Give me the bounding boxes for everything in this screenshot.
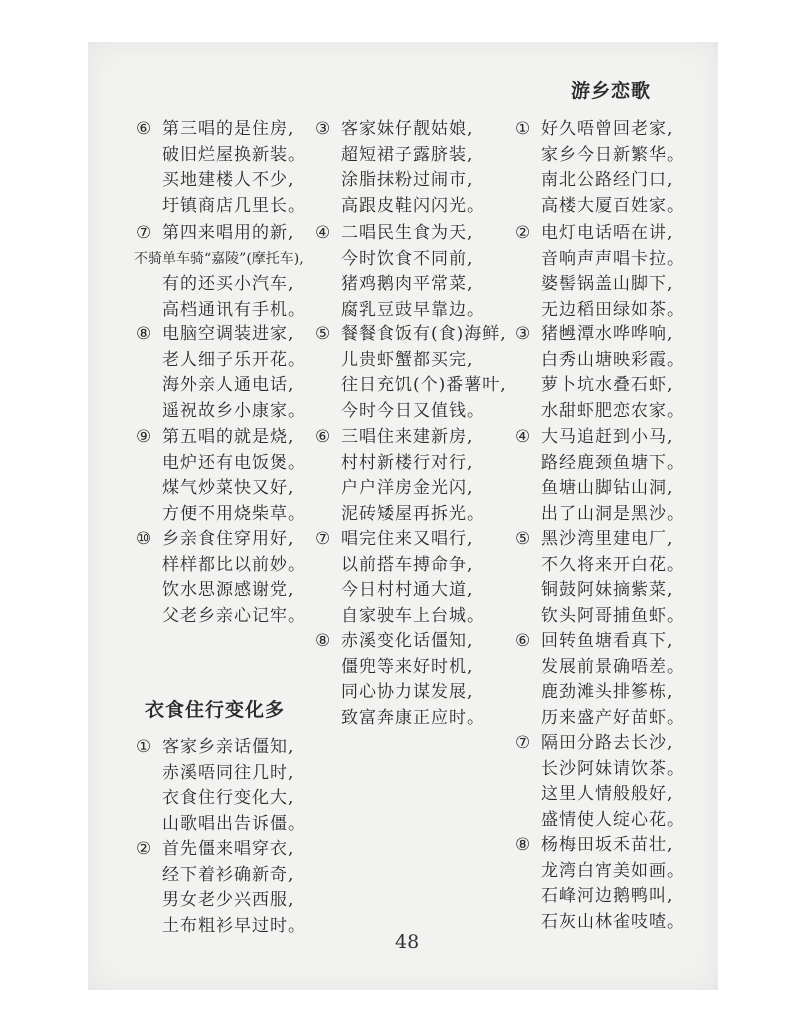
stanza <box>515 117 731 219</box>
stanza-number: ④ <box>315 223 332 243</box>
stanza-number: ⑥ <box>136 119 153 139</box>
verse-line <box>315 322 531 348</box>
verse-line: 今日村村通大道, <box>341 580 474 600</box>
verse-line: 往日充饥(个)番薯叶, <box>341 375 507 395</box>
verse-line: 婆髻锅盖山脚下, <box>541 274 674 294</box>
verse-line: 父老乡亲心记牢。 <box>162 605 306 626</box>
verse-text: 第五唱的就是烧, <box>162 427 295 447</box>
stanza-number: ⑤ <box>515 529 532 549</box>
stanza <box>515 833 731 935</box>
verse-line <box>136 837 352 863</box>
verse-text: 赤溪变化话僵知, <box>341 631 474 651</box>
verse-text: 首先僵来唱穿衣, <box>162 839 295 859</box>
verse-text: 餐餐食饭有(食)海鲜, <box>341 324 507 344</box>
verse-line: 今时饮食不同前, <box>341 248 474 269</box>
section-title-left: 衣食住行变化多 <box>145 699 286 721</box>
verse-line: 音响声声唱卡拉。 <box>541 248 685 269</box>
verse-line: 泥砖矮屋再拆光。 <box>341 503 485 524</box>
verse-line: 萝卜坑水叠石虾, <box>541 375 674 395</box>
stanza-number: ⑥ <box>515 631 532 651</box>
verse-text: 客家乡亲话僵知, <box>162 737 295 757</box>
verse-line: 铜鼓阿妹摘紫菜, <box>541 580 674 600</box>
verse-line: 遥祝故乡小康家。 <box>162 400 306 421</box>
stanza-number: ⑦ <box>136 223 153 243</box>
verse-line: 鱼塘山脚钻山洞, <box>541 478 674 498</box>
verse-line <box>515 731 731 757</box>
verse-text: 电灯电话唔在讲, <box>541 223 674 243</box>
verse-line: 经下着衫确新奇, <box>162 864 295 885</box>
stanza-number: ⑦ <box>515 733 532 753</box>
stanza <box>315 322 531 424</box>
stanza-number: ⑤ <box>315 324 332 344</box>
verse-line: 石峰河边鹅鸭叫, <box>541 886 674 906</box>
verse-line: 南北公路经门口, <box>541 170 674 190</box>
verse-line: 户户洋房金光闪, <box>341 478 474 498</box>
verse-line <box>515 833 731 859</box>
stanza-number: ② <box>136 839 153 859</box>
stanza-number: ⑧ <box>515 835 532 855</box>
verse-line: 自家驶车上台城。 <box>341 605 485 626</box>
verse-line: 盛情使人绽心花。 <box>541 809 685 830</box>
stanza <box>515 322 731 424</box>
verse-line: 白秀山塘映彩霞。 <box>541 349 685 370</box>
verse-line: 水甜虾肥恋农家。 <box>541 400 685 421</box>
stanza-number: ② <box>515 223 532 243</box>
verse-line: 电炉还有电饭煲。 <box>162 452 306 473</box>
verse-line <box>515 425 731 451</box>
verse-line: 腐乳豆豉早靠边。 <box>341 299 485 320</box>
verse-line: 儿贵虾蟹都买完, <box>341 349 474 370</box>
verse-line <box>515 117 731 143</box>
stanza-number: ③ <box>315 119 332 139</box>
verse-text: 三唱住来建新房, <box>341 427 474 447</box>
verse-line: 男女老少兴西服, <box>162 890 295 910</box>
verse-line: 涂脂抹粉过闹市, <box>341 170 474 190</box>
verse-text: 隔田分路去长沙, <box>541 733 674 753</box>
verse-line: 致富奔康正应时。 <box>341 707 485 728</box>
verse-line <box>315 221 531 247</box>
stanza-number: ⑧ <box>315 631 332 651</box>
verse-text: 二唱民生食为天, <box>341 223 474 243</box>
verse-line: 煤气炒菜快又好, <box>162 478 295 498</box>
verse-line <box>515 221 731 247</box>
verse-line: 钦头阿哥捕鱼虾。 <box>541 605 685 626</box>
verse-text: 猪乸潭水哗哗响, <box>541 324 674 344</box>
stanza <box>315 629 531 731</box>
verse-line: 以前搭车搏命争, <box>341 554 474 575</box>
verse-line: 样样都比以前妙。 <box>162 554 306 575</box>
stanza <box>515 731 731 833</box>
verse-line: 猪鸡鹅肉平常菜, <box>341 274 474 294</box>
verse-line <box>136 735 352 761</box>
verse-line: 无边稻田绿如茶。 <box>541 299 685 320</box>
verse-text: 第三唱的是住房, <box>162 119 295 139</box>
verse-line: 石灰山林雀吱喳。 <box>541 911 685 932</box>
verse-line: 老人细子乐开花。 <box>162 349 306 370</box>
verse-line: 发展前景确唔差。 <box>541 656 685 677</box>
stanza <box>515 527 731 629</box>
stanza-number: ⑦ <box>315 529 332 549</box>
verse-line: 有的还买小汽车, <box>162 274 295 294</box>
verse-line: 村村新楼行对行, <box>341 452 474 473</box>
verse-line: 僵兜等来好时机, <box>341 656 474 677</box>
verse-line: 高楼大厦百姓家。 <box>541 195 685 216</box>
stanza <box>515 425 731 527</box>
stanza-number: ① <box>136 737 153 757</box>
stanza <box>136 837 352 939</box>
verse-line: 买地建楼人不少, <box>162 170 295 190</box>
verse-line: 鹿劲滩头排篸栋, <box>541 682 674 702</box>
verse-line: 同心协力谋发展, <box>341 682 474 702</box>
verse-text: 客家妹仔靓姑娘, <box>341 119 474 139</box>
verse-text: 乡亲食住穿用好, <box>162 529 295 549</box>
stanza-number: ③ <box>515 324 532 344</box>
verse-text: 第四来唱用的新, <box>162 223 295 243</box>
verse-text: 黑沙湾里建电厂, <box>541 529 674 549</box>
verse-line <box>515 629 731 655</box>
verse-line: 长沙阿妹请饮茶。 <box>541 758 685 779</box>
verse-text: 唱完住来又唱行, <box>341 529 474 549</box>
verse-line: 衣食住行变化大, <box>162 788 295 808</box>
verse-text: 杨梅田坂禾苗壮, <box>541 835 674 855</box>
stanza <box>515 629 731 731</box>
verse-line: 海外亲人通电话, <box>162 375 295 395</box>
verse-line: 不骑单车骑“嘉陵”(摩托车), <box>134 250 304 267</box>
verse-line: 饮水思源感谢党, <box>162 580 295 600</box>
verse-text: 好久唔曾回老家, <box>541 119 674 139</box>
verse-line: 山歌唱出告诉僵。 <box>162 813 306 834</box>
verse-line: 路经鹿颈鱼塘下。 <box>541 452 685 473</box>
stanza-number: ⑥ <box>315 427 332 447</box>
verse-line: 土布粗衫早过时。 <box>162 915 306 936</box>
stanza-number: ⑩ <box>136 529 153 549</box>
section-title-right: 游乡恋歌 <box>571 80 652 102</box>
stanza <box>315 117 531 219</box>
stanza-number: ⑧ <box>136 324 153 344</box>
stanza <box>315 221 531 323</box>
verse-text: 回转鱼塘看真下, <box>541 631 674 651</box>
verse-line <box>515 527 731 553</box>
verse-line <box>315 527 531 553</box>
verse-line: 赤溪唔同往几时, <box>162 762 295 783</box>
verse-line: 出了山洞是黑沙。 <box>541 503 685 524</box>
verse-line: 历来盛产好苗虾。 <box>541 707 685 728</box>
verse-line: 龙湾白宵美如画。 <box>541 860 685 881</box>
verse-line: 今时今日又值钱。 <box>341 400 485 421</box>
stanza <box>315 425 531 527</box>
verse-line: 破旧烂屋换新装。 <box>162 144 306 165</box>
verse-line: 超短裙子露脐装, <box>341 144 474 165</box>
verse-line: 圩镇商店几里长。 <box>162 195 306 216</box>
verse-line: 这里人情般般好, <box>541 784 674 804</box>
stanza <box>136 735 352 837</box>
stanza-number: ⑨ <box>136 427 153 447</box>
verse-line: 高跟皮鞋闪闪光。 <box>341 195 485 216</box>
stanza <box>515 221 731 323</box>
verse-line: 不久将来开白花。 <box>541 554 685 575</box>
verse-line <box>315 425 531 451</box>
verse-line: 高档通讯有手机。 <box>162 299 306 320</box>
verse-line <box>315 629 531 655</box>
stanza-number: ④ <box>515 427 532 447</box>
verse-line: 方便不用烧柴草。 <box>162 503 306 524</box>
stanza-number: ① <box>515 119 532 139</box>
verse-line: 家乡今日新繁华。 <box>541 144 685 165</box>
stanza <box>315 527 531 629</box>
verse-text: 电脑空调装进家, <box>162 324 295 344</box>
verse-line <box>515 322 731 348</box>
verse-text: 大马追赶到小马, <box>541 427 674 447</box>
page-number: 48 <box>395 931 420 953</box>
verse-line <box>315 117 531 143</box>
